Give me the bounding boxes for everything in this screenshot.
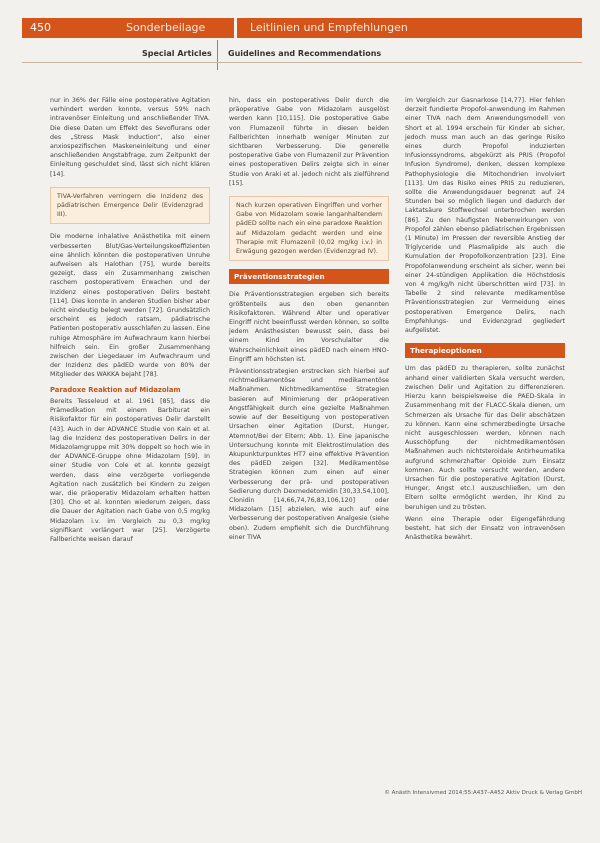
paragraph: Die Präventionsstrategien ergeben sich bereits größtenteils aus den oben genannten Risikofaktoren. Während Alter und operativer Eingriff nicht beeinflusst werden können, so sollte jedem Anästhesisten bewusst sein, dass bei einem Kind im Vorschulalter die Wahrscheinlichkeit eines pädED nach einem HNO-Eingriff am höchsten ist.	[229, 291, 389, 363]
column-2	[229, 96, 389, 545]
recommendation-box: TIVA-Verfahren verringern die Inzidenz des pädiatrischen Emergence Delir (Evidenzgrad III).	[50, 187, 210, 225]
section-heading: Therapieoptionen	[405, 343, 565, 358]
column-3	[405, 96, 565, 545]
page-header	[22, 18, 582, 38]
paragraph: hin, dass ein postoperatives Delir durch die präoperative Gabe von Midazolam ausgelöst werden kann [10,115]. Die postoperative Gabe von Flumazenil führte in diesen beiden Fallberichten innerhalb weniger Minuten zur sichtbaren Verbesserung. Die generelle postoperative Gabe von Flumazenil zur Prävention eines postoperativen Delirs zeigte sich in einer Studie von Araki et al. jedoch nicht als zielführend [15].	[229, 97, 389, 187]
header-divider	[234, 18, 237, 38]
paragraph: nur in 36% der Fälle eine postoperative Agitation verhindert werden konnte, versus 59% nach intravenöser Einleitung und anschließender TIVA. Die diese Daten um Effekt des Sevoflurans oder des „Stress Mask Induction“, also einer anxiospezifischen Maskeneinleitung und einer anschließenden Angstabfrage, zum Zeitpunkt der Einleitung geschuldet sind, lässt sich nicht klären [14].	[50, 97, 210, 178]
subheader-divider	[217, 40, 218, 70]
subheader-right: Guidelines and Recommendations	[228, 49, 382, 58]
section-label: Sonderbeilage	[126, 21, 206, 34]
recommendation-box: Nach kurzen operativen Eingriffen und vorher Gabe von Midazolam sowie langanhaltendem pädED sollte nach ein eine paradoxe Reaktion auf Midazolam gedacht werden und eine Therapie mit Flumazenil (0,02 mg/kg i.v.) in Erwägung gezogen werden (Evidenzgrad IV).	[229, 196, 389, 261]
section-heading: Präventionsstrategien	[229, 269, 389, 284]
paragraph: Wenn eine Therapie oder Eigengefährdung besteht, hat sich der Einsatz von intravenösen Anästhetika bewährt.	[405, 515, 565, 542]
paragraph: Bereits Tesseleud et al. 1961 [85], dass die Prämedikation mit einem Barbiturat ein Risikofaktor für ein postoperatives Delir darstellt [43]. Auch in der ADVANCE Studie von Kain et al. lag die Inzidenz des postoperativen Delirs in der Midazolamgruppe mit 30% doppelt so hoch wie in der ADVANCE-Gruppe ohne Midazolam [59]. In einer Studie von Cole et al. konnte gezeigt werden, dass eine verzögerte vorliegende Agitation nach zusätzlich bei Kindern zu zeigen war, die präoperativ Midazolam erhalten hatten [30]. Cho et al. konnten wiederum zeigen, dass die Dauer der Agitation nach Gabe von 0,5 mg/kg Midazolam i.v. im Vergleich zu 0,3 mg/kg signifikant verlängert war [25]. Verzögerte Fallberichte weisen darauf	[50, 397, 210, 543]
subsection-heading: Paradoxe Reaktion auf Midazolam	[50, 385, 181, 394]
subheader-rule	[22, 62, 582, 63]
header-title: Leitlinien und Empfehlungen	[250, 21, 408, 34]
paragraph: Um das pädED zu therapieren, sollte zunächst anhand einer validierten Skala versucht werden, zwischen Delir und Agitation zu differenzieren. Hierzu kann beispielsweise die PAED-Skala in Zusammenhang mit der FLACC-Skala dienen, um Schmerzen als Ursache für das Delir abschätzen zu können. Kann eine schmerzbedingte Ursache nicht ausgeschlossen werden, können nach Ausschöpfung der nichtmedikamentösen Maßnahmen auch nichtsteroidale Antirheumatika aufgrund schmerzhafter Opioide zum Einsatz kommen. Auch sollte versucht werden, andere Ursachen für die postoperative Agitation (Durst, Hunger, Angst etc.) auszuschließen, um den Eltern sollte ermöglicht werden, ihr Kind zu beruhigen und zu trösten.	[405, 365, 565, 511]
column-1	[50, 96, 210, 547]
paragraph: Die moderne inhalative Anästhetika mit einem verbesserten Blut/Gas-Verteilungskoeffizienten eine ähnlich könnten die postoperativen Unruhe aufweisen als Halothan [75], wurde bereits gezeigt, dass ein Zusammenhang zwischen raschem postoperativem Erwachen und der Inzidenz eines postoperativen Delirs besteht [114]. Dies konnte in anderen Studien bisher aber nicht eindeutig belegt werden [72]. Grundsätzlich erscheint es jedoch ratsam, pädiatrische Patienten postoperativ ausschlafen zu lassen. Eine ruhige Atmosphäre im Aufwachraum kann hierbei hilfreich sein. Ein großer Zusammenhang zwischen der Liegedauer im Aufwachraum und der Inzidenz des pädED wurde von 80% der Mitglieder des WAKKA bejaht [78].	[50, 233, 210, 379]
subheader-left: Special Articles	[142, 49, 212, 58]
paragraph: im Vergleich zur Gasnarkose [14,77]. Hier fehlen derzeit fundierte Propofol-anwendung im Rahmen einer TIVA nach dem Anwendungsmodell von Short et al. 1994 erschein für Kinder ab sicher, jedoch muss man auch an das geringe Risiko eines durch Propofol induzierten Infusionssyndroms, abgekürzt als PRIS (Propofol Infusion Syndrome), denken, dessen komplexe Pathophysiologie die Mitochondrien involviert [113]. Um das Risiko eines PRIS zu reduzieren, sollte die Anwendungsdauer begrenzt auf 24 Stunden bei so möglich liegen und dadurch der Laktatsäure Stoffwechsel unterbrochen werden [86]. Zu den häufigsten Nebenwirkungen von Propofol zählen ebenso pädiatrischen Ergebnissen (1 Minute) im Pressen der reversible Anstieg der Triglyceride und Plasmalipide als auch die Kumulation der Propofolkonzentration [23]. Eine Propofolanwendung erscheint als sicher, wenn bei einer 24-stündigen Applikation die Höchstdosis von 4 mg/kg/h nicht überschritten wird [73]. In Tabelle 2 sind relevante medikamentöse Präventionsstrategien zur Vermeidung eines postoperativen Emergence Delirs, nach Empfehlungs- und Evidenzgrad gegliedert aufgelistet.	[405, 97, 565, 335]
page-number: 450	[30, 21, 51, 34]
paragraph: Präventionsstrategien erstrecken sich hierbei auf nichtmedikamentöse und medikamentöse Maßnahmen. Nichtmedikamentöse Strategien basieren auf Minimierung der präoperativen Angstfähigkeit durch eine gezielte Maßnahmen sowie auf der Beseitigung von postoperativen Ursachen einer Agitation (Durst, Hunger, Atemnot/Bei der Eltern; Abb. 1). Eine japanische Untersuchung konnte mit Elektrostimulation des Akupunkturpunktes HT7 eine effektive Prävention des pädED zeigen [32]. Medikamentöse Strategien können zum einen auf einer Verbesserung der prä- und postoperativen Sedierung durch Dexmedetomidin [30,33,54,100], Clonidin [14,66,74,76,83,106,120] oder Midazolam [15] abzielen, wie auch auf eine Verbesserung der postoperativen Analgesie (siehe oben). Zudem empfiehlt sich die Durchführung einer TIVA	[229, 368, 389, 541]
page-footer: © Anästh Intensivmed 2014;55:A437–A452 Aktiv Druck & Verlag GmbH	[384, 790, 582, 796]
